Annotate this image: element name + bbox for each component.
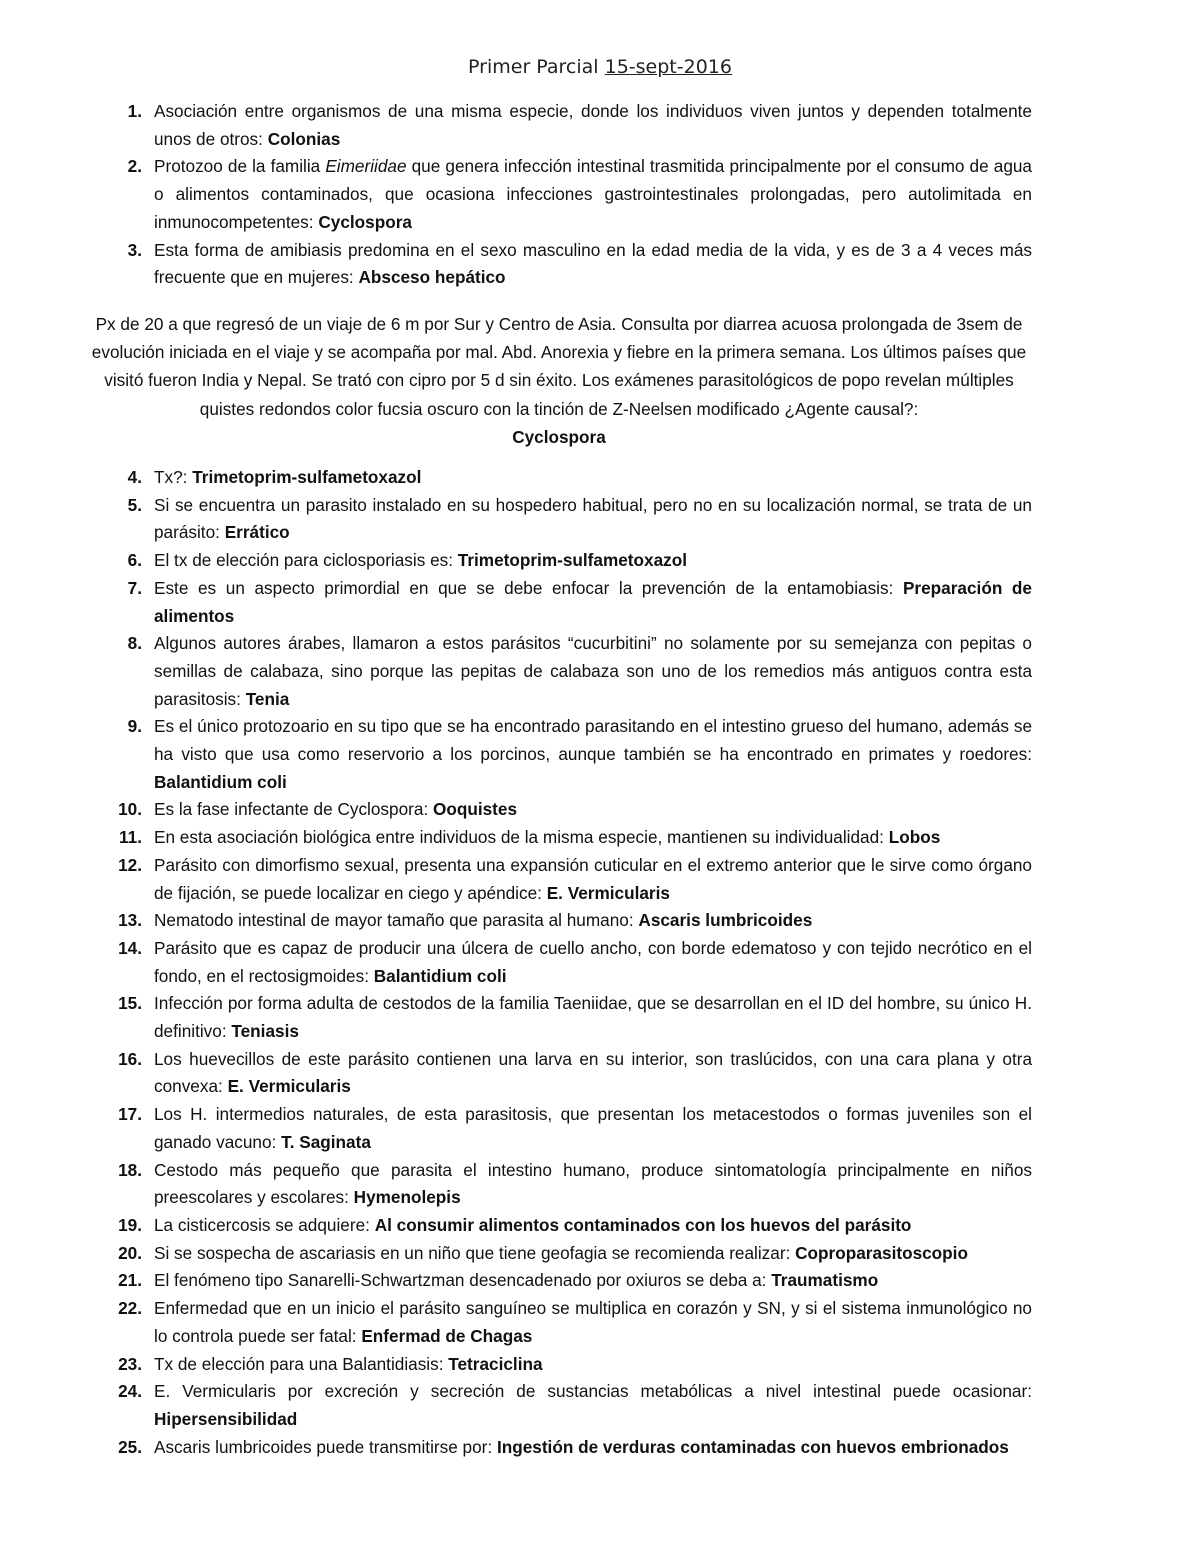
question-item [0, 990, 1032, 1045]
answer-text: Lobos [888, 827, 941, 848]
question-text: Tx de elección para una Balantidiasis: [154, 1353, 449, 1374]
answer-text: Absceso hepático [358, 267, 506, 288]
answer-text: Tetraciclina [448, 1353, 543, 1374]
question-number: 7. [127, 577, 142, 598]
question-text: Algunos autores árabes, llamaron a estos parásitos “cucurbitini” no solamente por su semejanza con pepitas o semillas de calabaza, sino porque las pepitas de calabaza son uno de los remedios más antiguos contra esta parasitosis: [154, 633, 1032, 709]
page-title [0, 56, 1200, 78]
answer-text: Ascaris lumbricoides [638, 910, 813, 931]
question-list-b [0, 464, 1032, 1461]
question-number: 10. [118, 799, 142, 820]
answer-text: Errático [224, 522, 290, 543]
question-text: Los huevecillos de este parásito contienen una larva en su interior, son traslúcidos, con una cara plana y otra convexa: [154, 1048, 1032, 1097]
answer-text: Hipersensibilidad [154, 1408, 298, 1429]
question-item [0, 935, 1032, 990]
question-item [0, 237, 1032, 292]
answer-text: Cyclospora [318, 211, 412, 232]
question-item [0, 464, 1032, 492]
answer-text: Ingestión de verduras contaminadas con huevos embrionados [496, 1436, 1009, 1457]
answer-text: Balantidium coli [373, 965, 507, 986]
question-number: 11. [119, 827, 142, 848]
answer-text: Tenia [245, 688, 290, 709]
question-text: que genera infección intestinal trasmitida principalmente por el consumo de agua o alimentos contaminados, que ocasiona infecciones gastrointestinales prolongadas, pero autolimitada en inmunocompetentes: [154, 156, 1032, 232]
answer-text: Hymenolepis [353, 1187, 461, 1208]
question-number: 21. [118, 1270, 142, 1291]
question-text: Es el único protozoario en su tipo que se ha encontrado parasitando en el intestino grueso del humano, además se ha visto que usa como reservorio a los porcinos, aunque también se ha encontrado en primates y roedores: [154, 716, 1032, 765]
question-number: 24. [118, 1381, 142, 1402]
question-item [0, 1046, 1032, 1101]
question-text: Parásito que es capaz de producir una úlcera de cuello ancho, con borde edematoso y con tejido necrótico en el fondo, en el rectosigmoides: [154, 937, 1032, 986]
answer-text: Colonias [267, 128, 341, 149]
question-item [0, 153, 1032, 236]
question-number: 5. [127, 494, 142, 515]
clinical-case [86, 310, 1032, 451]
answer-text: Trimetoprim-sulfametoxazol [192, 467, 422, 487]
question-text: La cisticercosis se adquiere: [154, 1214, 375, 1235]
answer-text: Ooquistes [432, 799, 518, 820]
question-number: 13. [118, 910, 142, 931]
question-item [0, 547, 1032, 575]
question-text: Protozoo de la familia [154, 156, 326, 177]
question-number: 17. [118, 1104, 142, 1125]
question-item [0, 1157, 1032, 1212]
answer-text: Traumatismo [771, 1270, 879, 1291]
question-text: Si se encuentra un parasito instalado en su hospedero habitual, pero no en su localización normal, se trata de un parásito: [154, 494, 1032, 543]
question-text: E. Vermicularis por excreción y secreción de sustancias metabólicas a nivel intestinal puede ocasionar: [154, 1381, 1032, 1402]
question-number: 1. [127, 101, 142, 121]
question-text: Ascaris lumbricoides puede transmitirse por: [154, 1436, 497, 1457]
question-item [0, 713, 1032, 796]
case-text: Px de 20 a que regresó de un viaje de 6 m por Sur y Centro de Asia. Consulta por diarrea acuosa prolongada de 3sem de evolución iniciada en el viaje y se acompaña por mal. Abd. Anorexia y fiebre en la primera semana. Los últimos países que visitó fueron India y Nepal. Se trató con cipro por 5 d sin éxito. Los exámenes parasitológicos de popo revelan múltiples quistes redondos color fucsia oscuro con la tinción de Z-Neelsen modificado ¿Agente causal?: [91, 314, 1027, 419]
question-item [0, 1295, 1032, 1350]
answer-text: Coproparasitoscopio [795, 1242, 968, 1263]
question-item [0, 630, 1032, 713]
question-number: 12. [118, 854, 142, 875]
question-text: Este es un aspecto primordial en que se debe enfocar la prevención de la entamobiasis: [154, 577, 903, 598]
question-list-a [0, 98, 1032, 292]
question-number: 2. [127, 156, 142, 177]
question-text: En esta asociación biológica entre individuos de la misma especie, mantienen su individualidad: [154, 827, 889, 848]
answer-text: E. Vermicularis [227, 1076, 351, 1097]
question-item [0, 796, 1032, 824]
answer-text: Enfermad de Chagas [361, 1325, 533, 1346]
question-number: 9. [127, 716, 142, 737]
answer-text: T. Saginata [281, 1131, 371, 1152]
question-text: El tx de elección para ciclosporiasis es: [154, 550, 458, 571]
title-text: Primer Parcial [468, 56, 605, 78]
question-item [0, 907, 1032, 935]
question-number: 23. [118, 1353, 142, 1374]
question-number: 4. [127, 467, 142, 487]
answer-text: Teniasis [231, 1021, 299, 1042]
question-text: Esta forma de amibiasis predomina en el sexo masculino en la edad media de la vida, y es de 3 a 4 veces más frecuente que en mujeres: [154, 239, 1032, 288]
question-number: 22. [118, 1298, 142, 1319]
question-italic-term: Eimeriidae [325, 156, 407, 177]
answer-text: Balantidium coli [154, 771, 287, 792]
question-number: 15. [118, 993, 142, 1014]
title-date: 15-sept-2016 [604, 56, 732, 78]
question-item [0, 492, 1032, 547]
question-number: 20. [118, 1242, 142, 1263]
question-item [0, 1267, 1032, 1295]
answer-text: Preparación de alimentos [154, 577, 1032, 626]
question-text: Tx?: [154, 467, 193, 487]
question-number: 3. [127, 239, 142, 260]
question-item [0, 575, 1032, 630]
question-number: 8. [127, 633, 142, 654]
question-number: 14. [118, 937, 142, 958]
question-item [0, 1351, 1032, 1379]
question-item [0, 852, 1032, 907]
question-number: 19. [118, 1214, 142, 1235]
question-item [0, 824, 1032, 852]
question-text: Cestodo más pequeño que parasita el intestino humano, produce sintomatología principalmente en niños preescolares y escolares: [154, 1159, 1032, 1208]
question-text: Infección por forma adulta de cestodos de la familia Taeniidae, que se desarrollan en el ID del hombre, su único H. definitivo: [154, 993, 1032, 1042]
question-number: 18. [118, 1159, 142, 1180]
question-text: El fenómeno tipo Sanarelli-Schwartzman desencadenado por oxiuros se deba a: [154, 1270, 772, 1291]
question-text: Parásito con dimorfismo sexual, presenta una expansión cuticular en el extremo anterior que le sirve como órgano de fijación, se puede localizar en ciego y apéndice: [154, 854, 1032, 903]
question-text: Si se sospecha de ascariasis en un niño que tiene geofagia se recomienda realizar: [154, 1242, 796, 1263]
question-text: Nematodo intestinal de mayor tamaño que parasita al humano: [154, 910, 639, 931]
question-item [0, 98, 1032, 153]
question-item [0, 1240, 1032, 1268]
case-answer: Cyclospora [512, 426, 606, 447]
question-item [0, 1434, 1032, 1462]
question-item [0, 1378, 1032, 1433]
question-text: Los H. intermedios naturales, de esta parasitosis, que presentan los metacestodos o formas juveniles son el ganado vacuno: [154, 1104, 1032, 1152]
question-item [0, 1101, 1032, 1156]
question-number: 6. [127, 550, 142, 571]
question-text: Asociación entre organismos de una misma especie, donde los individuos viven juntos y dependen totalmente unos de otros: [154, 101, 1032, 149]
answer-text: E. Vermicularis [546, 882, 670, 903]
question-text: Enfermedad que en un inicio el parásito sanguíneo se multiplica en corazón y SN, y si el sistema inmunológico no lo controla puede ser fatal: [154, 1298, 1032, 1346]
question-item [0, 1212, 1032, 1240]
answer-text: Trimetoprim-sulfametoxazol [457, 550, 688, 571]
question-text: Es la fase infectante de Cyclospora: [154, 799, 433, 820]
question-number: 25. [118, 1436, 142, 1457]
question-number: 16. [118, 1048, 142, 1069]
answer-text: Al consumir alimentos contaminados con los huevos del parásito [374, 1214, 912, 1235]
